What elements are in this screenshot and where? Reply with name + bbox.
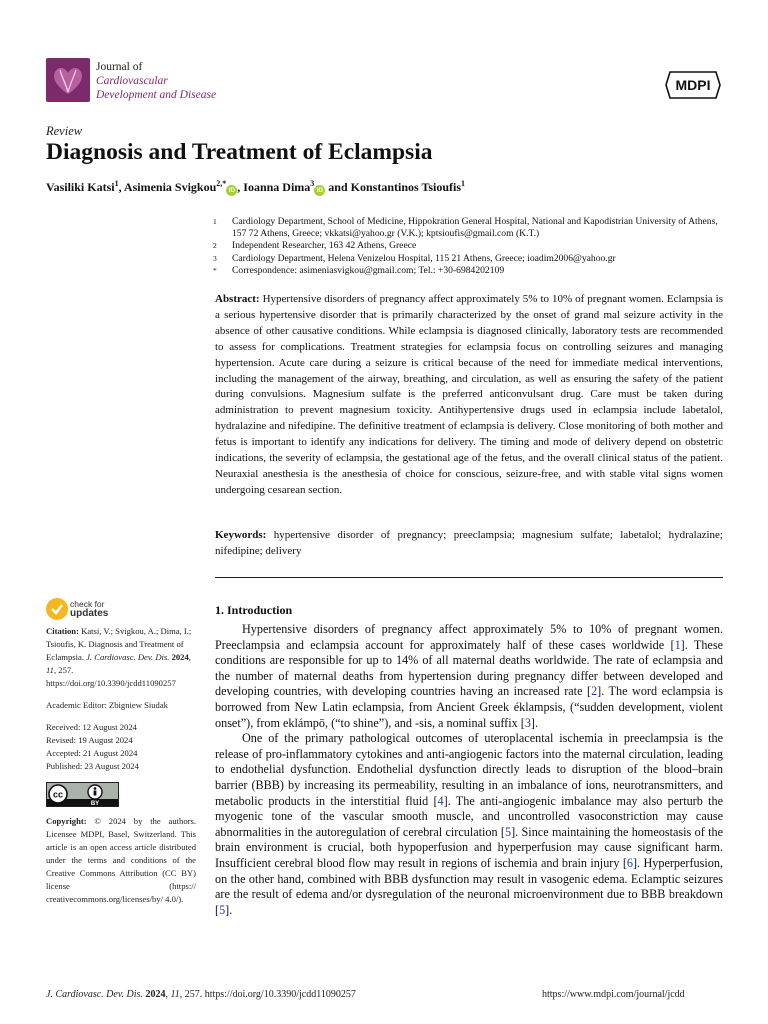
abstract-label: Abstract: (215, 293, 260, 305)
abstract-text: Hypertensive disorders of pregnancy affect approximately 5% to 10% of pregnant women. Eclampsia is a serious hypertensive disorder that is primarily characterized by the onset of grand mal seizure activity in the absence of other causative conditions. While eclampsia is diagnosed clinically, laboratory tests are recommended to assess for complications. Treatment strategies for eclampsia focus on controlling seizures and managing hypertension. Acute care during a seizure is critical because of the need for immediate medical interventions, including the management of the airway, breathing, and circulation, as well as ensuring the safety of the patient during convulsions. Magnesium sulfate is the preferred anticonvulsant drug. Care must be taken during administration to prevent magnesium toxicity. Antihypertensive drugs used in eclampsia include labetalol, hydralazine and nifedipine. The definitive treatment of eclampsia is delivery. Close monitoring of both mother and fetus is important to identify any indications for delivery. The timing and mode of delivery depend on obstetric indications, the severity of eclampsia, the gestational age of the fetus, and the overall clinical status of the patient. Neuraxial anesthesia is the anesthesia of choice for conscious, seizure-free, and with stable vital signs women undergoing cesarean section. (215, 293, 723, 496)
citation-year: 2024 (171, 652, 189, 662)
reference-link[interactable]: 5 (505, 824, 512, 839)
footer-volume: 11 (170, 989, 180, 1000)
paragraph-text: ]. Hyperperfusion, on the other hand, combined with BBB dysfunction may result in vasogenic edema. Eclamptic seizures are the result of edema and/or dysregulation of the neuronal microenvironment due to BBB breakdown [ (215, 855, 724, 917)
paragraph-text: ]. (530, 715, 539, 730)
affiliation-mark: * (213, 265, 217, 275)
keywords-text: hypertensive disorder of pregnancy; preeclampsia; magnesium sulfate; labetalol; hydralazine; nifedipine; delivery (215, 529, 723, 557)
section-divider (215, 577, 723, 578)
journal-name-line2: Cardiovascular (96, 75, 168, 87)
footer-journal-url[interactable]: https://www.mdpi.com/journal/jcdd (542, 989, 685, 1000)
accepted-date: Accepted: 21 August 2024 (46, 748, 138, 758)
article-title: Diagnosis and Treatment of Eclampsia (46, 139, 433, 165)
citation-journal: J. Cardiovasc. Dev. Dis. (86, 652, 170, 662)
citation-block: Citation: Katsi, V.; Svigkou, A.; Dima, I.; Tsioufis, K. Diagnosis and Treatment of Eclampsia. J. Cardiovasc. Dev. Dis. 2024, 11, 257. https://doi.org/10.3390/jcdd11090257 (46, 626, 192, 688)
author-affiliation-mark: 3 (310, 179, 315, 188)
mdpi-logo-icon (664, 70, 722, 105)
author-separator: , (118, 180, 124, 194)
reference-link[interactable]: 4 (437, 793, 444, 808)
journal-name (96, 60, 216, 102)
abstract (215, 292, 723, 499)
affiliation-item (213, 265, 725, 277)
orcid-icon[interactable]: iD (314, 185, 325, 196)
keywords-label: Keywords: (215, 529, 267, 541)
affiliation-item (213, 216, 725, 240)
article-info-sidebar (46, 625, 196, 906)
published-date: Published: 23 August 2024 (46, 761, 139, 771)
keywords (215, 528, 723, 560)
body-paragraph (215, 622, 723, 731)
reference-link[interactable]: 5 (219, 902, 226, 917)
author-affiliation-mark: 1 (461, 179, 466, 188)
check-updates-line2: updates (70, 608, 109, 619)
orcid-icon[interactable]: iD (226, 185, 237, 196)
cc-by-license-icon[interactable] (46, 782, 119, 807)
journal-name-line1: Journal of (96, 61, 143, 73)
academic-editor: Academic Editor: Zbigniew Siudak (46, 700, 168, 710)
affiliation-item (213, 253, 725, 265)
reference-link[interactable]: 3 (524, 715, 531, 730)
footer-journal: J. Cardiovasc. Dev. Dis. (46, 989, 143, 1000)
publisher-logo-text: MDPI (675, 77, 711, 93)
footer-doi[interactable]: , 257. https://doi.org/10.3390/jcdd11090257 (179, 989, 356, 1000)
reference-link[interactable]: 2 (591, 684, 598, 699)
copyright-block (46, 815, 196, 906)
journal-logo-icon (46, 58, 90, 102)
citation-label: Citation: (46, 626, 79, 636)
body-text (215, 622, 723, 918)
author-separator: and (325, 180, 351, 194)
author-name[interactable]: Vasiliki Katsi (46, 180, 115, 194)
author-affiliation-mark: 1 (114, 179, 119, 188)
check-updates-icon (46, 598, 68, 620)
journal-name-line3: Development and Disease (96, 89, 217, 101)
section-heading: 1. Introduction (215, 603, 293, 617)
affiliation-text: Independent Researcher, 163 42 Athens, Greece (232, 240, 417, 252)
received-date: Received: 12 August 2024 (46, 722, 137, 732)
affiliation-item (213, 240, 725, 252)
paragraph-text: One of the primary pathological outcomes of uteroplacental ischemia in preeclampsia is the release of pro-inflammatory cytokines and anti-angiogenic factors into the maternal circulation, leading to endothelial dysfunction. Endothelial dysfunction directly leads to disruption of the blood–brain barrier (BBB) by increasing its permeability, resulting in an imbalance of ions, neurotransmitters, and metabolic products in the interstitial fluid [ (215, 731, 723, 808)
affiliation-text: Cardiology Department, School of Medicine, Hippokration General Hospital, National and Kapodistrian University of Athens, 157 72 Athens, Greece; vkkatsi@yahoo.gr (V.K.); kptsioufis@gmail.com (K.T.) (232, 216, 718, 240)
citation-doi[interactable]: , 257. https://doi.org/10.3390/jcdd11090257 (46, 665, 176, 688)
paragraph-text: ]. The word eclampsia is borrowed from New Latin eclampsia, from Ancient Greek éklampsis, (“sudden development, violent onset”), from eklámpō, (“to shine”), and -sis, a nominal suffix [ (215, 684, 723, 730)
affiliation-text: Cardiology Department, Helena Venizelou Hospital, 115 21 Athens, Greece; ioadim2006@yahoo.gr (232, 252, 616, 264)
affiliation-mark: 1 (213, 217, 217, 226)
affiliations (213, 216, 725, 277)
copyright-text: © 2024 by the authors. Licensee MDPI, Basel, Switzerland. This article is an open access article distributed under the terms and conditions of the Creative Commons Attribution (CC BY) license (https:// creativecommons.org/licenses/by/ 4.0/). (46, 816, 196, 904)
footer-year: 2024 (145, 989, 166, 1000)
author-name[interactable]: Asimenia Svigkou (123, 180, 217, 194)
author-affiliation-mark: 2,* (216, 179, 227, 188)
citation-volume: 11 (46, 665, 54, 675)
author-name[interactable]: Konstantinos Tsioufis (350, 180, 462, 194)
body-paragraph (215, 731, 723, 918)
reference-link[interactable]: 6 (626, 855, 633, 870)
copyright-label: Copyright: (46, 816, 87, 826)
author-list (46, 179, 465, 196)
paragraph-text: ]. The anti-angiogenic imbalance may also perturb the myogenic tone of the vascular smooth muscle, and uncontrolled vasoconstriction may cause abnormalities in the autoregulation of cerebral circulation [ (215, 793, 723, 839)
paragraph-text: ]. Since maintaining the homeostasis of the brain environment is crucial, both hypoperfusion and hyperperfusion may cause significant harm. Insufficient cerebral blood flow may result in regions of ischemia and brain injury [ (215, 824, 724, 870)
author-separator: , (237, 180, 244, 194)
affiliation-mark: 2 (213, 241, 217, 251)
paragraph-text: ]. These conditions are responsible for up to 14% of all maternal deaths worldwide. The rate of eclampsia and the number of maternal deaths from hypertension during pregnancy differ between developed and developing countries, with developing countries having an increased rate [ (215, 637, 723, 699)
author-name[interactable]: Ioanna Dima (243, 180, 311, 194)
paragraph-text: ]. (225, 902, 233, 917)
affiliation-text: Correspondence: asimeniasvigkou@gmail.com; Tel.: +30-6984202109 (232, 264, 505, 276)
citation-text: Katsi, V.; Svigkou, A.; Dima, I.; Tsioufis, K. Diagnosis and Treatment of Eclampsia. (46, 626, 192, 662)
article-type: Review (46, 124, 83, 138)
cc-label: cc (52, 789, 64, 800)
check-for-updates-button[interactable] (46, 598, 166, 622)
affiliation-mark: 3 (213, 253, 217, 263)
footer-citation: J. Cardiovasc. Dev. Dis. 2024, 11, 257. https://doi.org/10.3390/jcdd11090257 (46, 989, 356, 1000)
reference-link[interactable]: 1 (674, 637, 681, 652)
check-updates-line1: check for (70, 599, 105, 609)
by-label: BY (90, 801, 100, 806)
revised-date: Revised: 19 August 2024 (46, 735, 133, 745)
paragraph-text: Hypertensive disorders of pregnancy affect approximately 5% to 10% of pregnant women. Preeclampsia and eclampsia account for approximately half of these cases worldwide [ (215, 622, 723, 652)
